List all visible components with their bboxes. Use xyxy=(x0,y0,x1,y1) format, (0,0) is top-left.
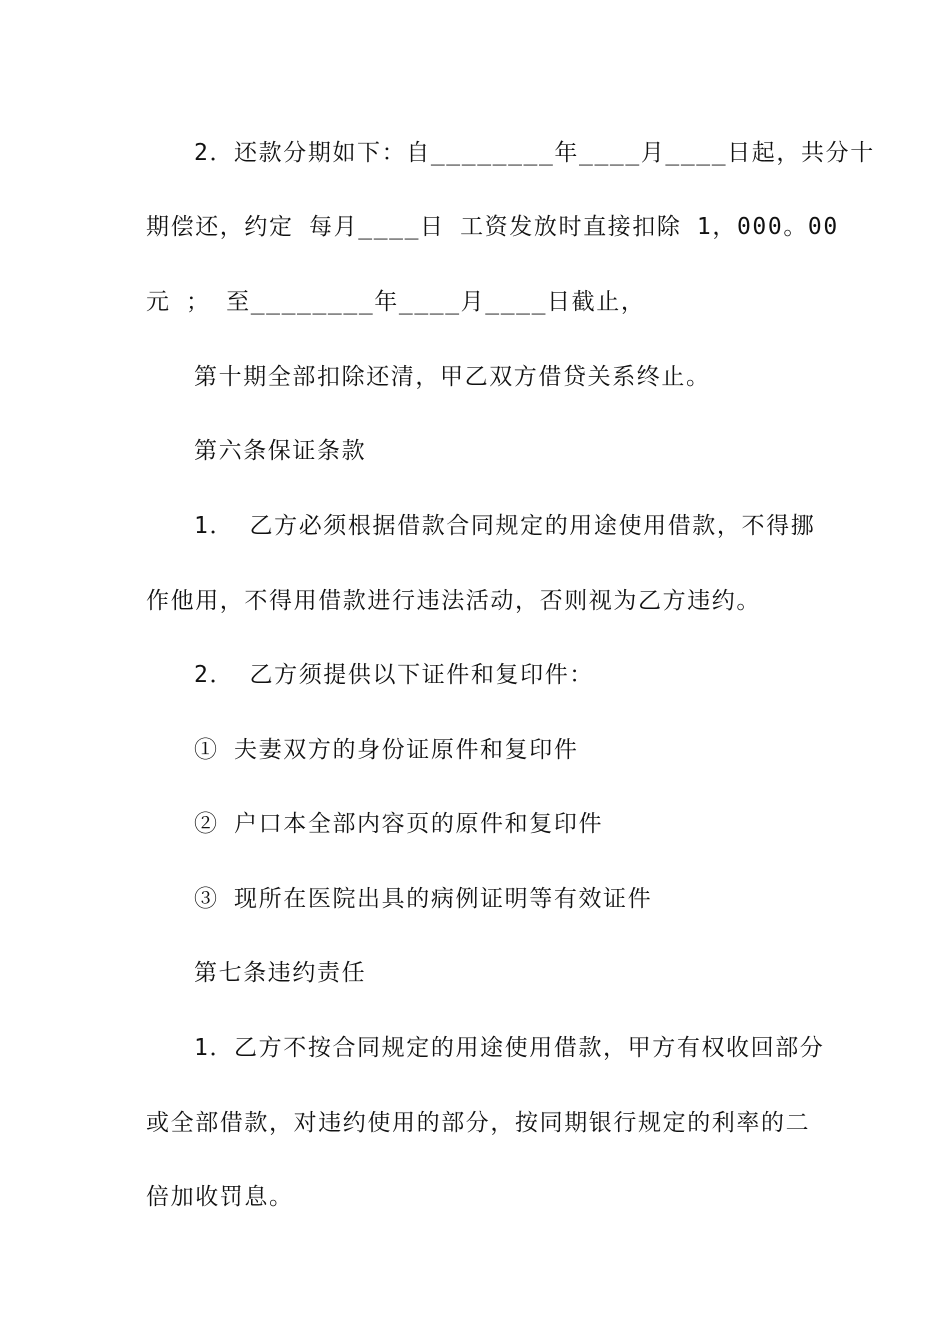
section-heading-breach: 第七条违约责任 xyxy=(194,960,367,986)
document-list-item-3: ③ 现所在医院出具的病例证明等有效证件 xyxy=(194,886,653,912)
repayment-schedule-line-2: 期偿还，约定 每月____日 工资发放时直接扣除 1，000。00 xyxy=(146,214,839,240)
breach-clause-1-line-3: 倍加收罚息。 xyxy=(146,1184,294,1210)
guarantee-clause-2: 2． 乙方须提供以下证件和复印件： xyxy=(194,662,594,688)
section-heading-guarantee: 第六条保证条款 xyxy=(194,438,367,464)
guarantee-clause-1-line-2: 作他用，不得用借款进行违法活动，否则视为乙方违约。 xyxy=(146,588,761,614)
repayment-end-line: 第十期全部扣除还清，甲乙双方借贷关系终止。 xyxy=(194,364,711,390)
breach-clause-1-line-2: 或全部借款，对违约使用的部分，按同期银行规定的利率的二 xyxy=(146,1110,811,1136)
guarantee-clause-1-line-1: 1． 乙方必须根据借款合同规定的用途使用借款，不得挪 xyxy=(194,513,816,539)
document-list-item-1: ① 夫妻双方的身份证原件和复印件 xyxy=(194,737,579,763)
document-list-item-2: ② 户口本全部内容页的原件和复印件 xyxy=(194,811,604,837)
repayment-schedule-line-3: 元 ； 至________年____月____日截止， xyxy=(146,289,646,315)
breach-clause-1-line-1: 1．乙方不按合同规定的用途使用借款，甲方有权收回部分 xyxy=(194,1035,825,1061)
repayment-schedule-line-1: 2．还款分期如下：自________年____月____日起，共分十 xyxy=(194,140,875,166)
